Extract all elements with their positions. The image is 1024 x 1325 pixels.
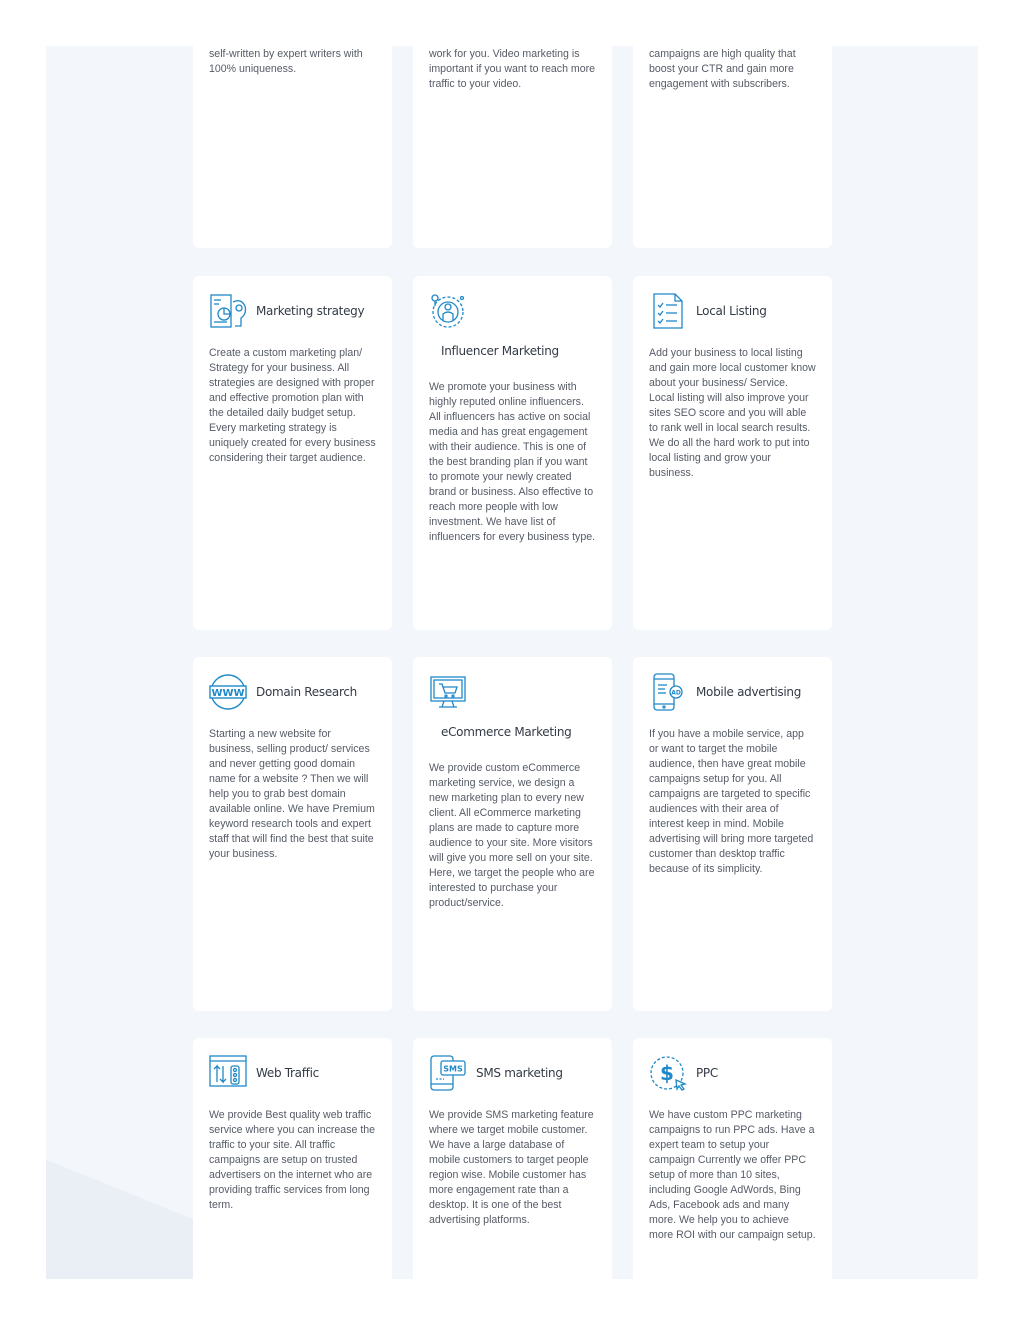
sms-icon — [429, 1054, 467, 1092]
service-description: We provide SMS marketing feature where we target mobile customer. We have a large database of mobile customers to target people region wise. Mobile customer has more engagement rate than a desktop. It is one of the best advertising platforms. — [429, 1109, 594, 1226]
service-title: Mobile advertising — [696, 685, 802, 699]
service-title: Influencer Marketing — [441, 344, 559, 358]
service-title: SMS marketing — [476, 1066, 563, 1080]
svg-text:AD: AD — [671, 689, 681, 697]
svg-text:WWW: WWW — [211, 688, 245, 699]
service-description: Create a custom marketing plan/ Strategy for your business. All strategies are designed with proper and effective promotion plan with the detailed daily budget setup. Every marketing strategy is uniquely created for every business considering their target audience. — [209, 347, 376, 464]
service-card-domain-research — [193, 657, 392, 1011]
service-description: campaigns are high quality that boost your CTR and gain more engagement with subscribers. — [649, 48, 796, 90]
service-description: Starting a new website for business, selling product/ services and never getting good domain name for a website ? Then we will help you to grab best domain available online. We have Premium keyword research tools and expert staff that will find the best that suite your business. — [209, 728, 375, 860]
service-card — [193, 46, 392, 248]
service-card-mobile-advertising — [633, 657, 832, 1011]
service-description: We provide Best quality web traffic service where you can increase the traffic to your site. All traffic campaigns are setup on trusted advertisers on the internet who are providing traffic services from long term. — [209, 1109, 376, 1211]
checklist-icon — [649, 292, 687, 330]
service-card-web-traffic — [193, 1038, 392, 1279]
service-description: Add your business to local listing and gain more local customer know about your business/ Service. Local listing will also improve your sites SEO score and you will able to rank well in local search results. We do all the hard work to put into local listing and grow your business. — [649, 347, 816, 479]
service-card-local-listing — [633, 276, 832, 630]
service-description: We have custom PPC marketing campaigns to run PPC ads. Have a expert team to setup your campaign Currently we offer PPC setup of more than 10 sites, including Google AdWords, Bing Ads, Facebook ads and many more. We help you to achieve more ROI with our campaign setup. — [649, 1109, 816, 1241]
service-card-ppc — [633, 1038, 832, 1279]
service-card-ecommerce-marketing — [413, 657, 612, 1011]
service-title: Domain Research — [256, 685, 357, 699]
www-icon — [209, 673, 247, 711]
strategy-icon — [209, 292, 247, 330]
service-title: PPC — [696, 1066, 718, 1080]
service-card — [413, 46, 612, 248]
svg-text:SMS: SMS — [443, 1064, 463, 1074]
shopping-cart-monitor-icon — [429, 673, 467, 711]
web-traffic-icon — [209, 1054, 247, 1092]
service-description: work for you. Video marketing is important if you want to reach more traffic to your video. — [429, 48, 596, 90]
dollar-click-icon — [649, 1054, 687, 1092]
service-title: Marketing strategy — [256, 304, 365, 318]
service-description: If you have a mobile service, app or want to target the mobile audience, then have great mobile campaigns setup for you. All campaigns are targeted to specific audiences with their area of interest keep in mind. Mobile advertising will bring more targeted customer than desktop traffic because of its simplicity. — [649, 728, 814, 875]
service-card-influencer-marketing — [413, 276, 612, 630]
service-title: Local Listing — [696, 304, 767, 318]
service-description: We provide custom eCommerce marketing service, we design a new marketing plan to every new client. All eCommerce marketing plans are made to capture more audience to your site. More visitors will give you more sell on your site. Here, we target the people who are interested to purchase your product/service. — [429, 762, 595, 909]
mobile-ad-icon — [649, 673, 687, 711]
service-card-marketing-strategy — [193, 276, 392, 630]
service-card-sms-marketing — [413, 1038, 612, 1279]
service-title: eCommerce Marketing — [441, 725, 572, 739]
service-description: self-written by expert writers with 100% uniqueness. — [209, 48, 363, 75]
service-title: Web Traffic — [256, 1066, 319, 1080]
service-description: We promote your business with highly reputed online influencers. All influencers has active on social media and has great engagement with their audience. This is one of the best branding plan if you want to promote your newly created brand or business. Also effective to reach more people with low investment. We have list of influencers for every business type. — [429, 381, 596, 543]
service-card — [633, 46, 832, 248]
influencer-icon — [429, 292, 467, 330]
svg-text:$: $ — [660, 1061, 674, 1085]
